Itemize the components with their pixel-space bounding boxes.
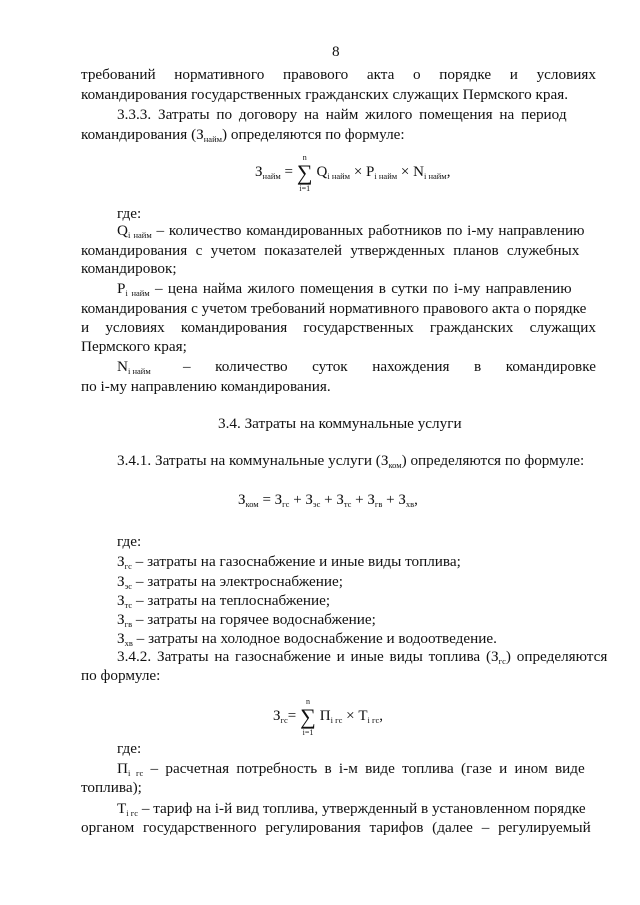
formula-lhs: $З_{ком}$ (238, 492, 259, 509)
paragraph-line: командирования $(З_{найм})$ определяются по формуле: (81, 126, 405, 144)
paragraph-line: 3.4.2. Затраты на газоснабжение и иные виды топлива $(З_{гс})$ определяются (117, 648, 608, 666)
definition-line (183, 358, 596, 376)
word: в (474, 358, 482, 375)
word: государственных (303, 319, 414, 336)
where-label: где: (117, 533, 142, 550)
definition-line: $З_{гс}$ – затраты на газоснабжение и иные виды топлива; (117, 553, 461, 571)
formula-term: $З_{гс}$ (274, 492, 290, 509)
word: порядке (439, 66, 492, 83)
where-label: где: (117, 740, 142, 757)
word: и (81, 319, 90, 336)
word: гражданских (429, 319, 514, 336)
definition-line: $P_{i найм}$ – цена найма жилого помещения в сутки по i-му направлению (117, 280, 572, 298)
page-number: 8 (332, 43, 340, 60)
word: нахождения (372, 358, 450, 375)
word: количество (215, 358, 288, 375)
definition-line: командирования с учетом показателей утвержденных планов служебных (81, 242, 580, 259)
definition-line: $П_{i гс}$ – расчетная потребность в i-м виде топлива (газе и ином виде (117, 760, 585, 778)
word: суток (312, 358, 348, 375)
word: условиях (105, 319, 165, 336)
definition-line: Пермского края; (81, 338, 187, 355)
word: нормативного (174, 66, 265, 83)
definition-line: $Q_{i найм}$ – количество командированных работников по i-му направлению (117, 222, 585, 240)
paragraph-line (81, 66, 596, 84)
definition-line: $З_{тс}$ – затраты на теплоснабжение; (117, 592, 331, 610)
definition-line: $N_{i найм}$ (117, 358, 151, 376)
paragraph-line: командирования государственных гражданских служащих Пермского края. (81, 86, 569, 103)
formula-term: $З_{тс}$ (336, 492, 352, 509)
word: и (509, 66, 518, 83)
definition-line: топлива); (81, 779, 142, 796)
formula-gas-supply: $З_{гс}=$ ∑ n i=1 $П_{i гс} \times Т_{i гс}$, (273, 697, 383, 737)
word: командирования (180, 319, 288, 336)
section-heading: 3.4. Затраты на коммунальные услуги (218, 415, 462, 432)
word: – (183, 358, 191, 375)
paragraph-line: 3.4.1. Затраты на коммунальные услуги $(З_{ком})$ определяются по формуле: (117, 452, 585, 470)
word: требований (81, 66, 156, 83)
paragraph-line: 3.3.3. Затраты по договору на найм жилого помещения на период (117, 106, 567, 123)
word: правового (282, 66, 349, 83)
word: акта (366, 66, 395, 83)
formula-term: $З_{гв}$ (367, 492, 383, 509)
definition-line: командировок; (81, 260, 177, 277)
paragraph-line: по формуле: (81, 667, 161, 684)
definition-line: $З_{эс}$ – затраты на электроснабжение; (117, 573, 343, 591)
definition-line: командирования с учетом требований нормативного правового акта о порядке (81, 300, 587, 317)
formula-term: $З_{эс}$ (305, 492, 321, 509)
definition-line (81, 319, 596, 337)
formula-term: $З_{хв}$ (398, 492, 415, 509)
formula-utilities: $З_{ком} = З_{гс} + З_{эс} + З_{тс} + З_{гв} + З_{хв}$, (238, 492, 418, 509)
word: о (413, 66, 421, 83)
definition-line: $З_{хв}$ – затраты на холодное водоснабжение и водоотведение. (117, 630, 497, 648)
where-label: где: (117, 205, 142, 222)
word: командировке (505, 358, 596, 375)
sum-symbol: ∑ n i=1 (300, 697, 316, 737)
word: условиях (536, 66, 596, 83)
definition-line: $Т_{i гс}$ – тариф на i-й вид топлива, утвержденный в установленном порядке (117, 800, 586, 818)
definition-line: $З_{гв}$ – затраты на горячее водоснабжение; (117, 611, 376, 629)
formula-hire-cost: $З_{найм}$ = ∑ n i=1 $Q_{i найм} \times P_{i найм} \times N_{i найм}$, (255, 153, 451, 193)
word: служащих (529, 319, 596, 336)
definition-line: органом государственного регулирования тарифов (далее – регулируемый (81, 819, 591, 836)
definition-line: по i-му направлению командирования. (81, 378, 331, 395)
sum-symbol: ∑ n i=1 (296, 153, 313, 193)
